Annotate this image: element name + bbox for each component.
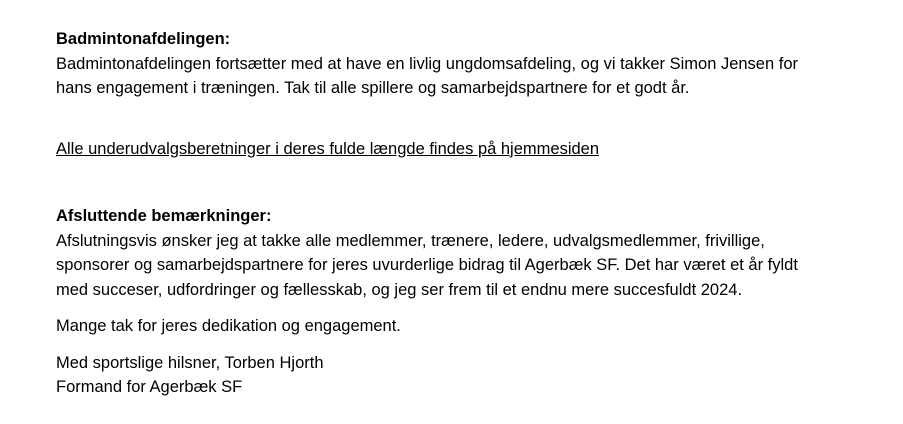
section-badminton (56, 27, 876, 101)
signature-greeting: Med sportslige hilsner, Torben Hjorth (56, 353, 324, 372)
reports-link-block (56, 137, 876, 162)
badminton-line-2: hans engagement i træningen. Tak til alle spillere og samarbejdspartnere for et godt år. (56, 79, 690, 97)
signature-title: Formand for Agerbæk SF (56, 378, 243, 396)
document-content (56, 27, 876, 400)
badminton-line-1: Badmintonafdelingen fortsætter med at have en livlig ungdomsafdeling, og vi takker Simon Jensen for (56, 54, 799, 73)
reports-link[interactable]: Alle underudvalgsberetninger i deres fulde længde findes på hjemmesiden (56, 139, 600, 158)
badminton-heading: Badmintonafdelingen: (56, 30, 231, 48)
thanks-line: Mange tak for jeres dedikation og engagement. (56, 317, 401, 335)
closing-line-1: Afslutningsvis ønsker jeg at takke alle medlemmer, trænere, ledere, udvalgsmedlemmer, frivillige, (56, 231, 765, 250)
closing-line-3: med succeser, udfordringer og fællesskab, og jeg ser frem til et endnu mere succesfuldt 2024. (56, 280, 743, 299)
signature-block (56, 351, 876, 400)
closing-heading: Afsluttende bemærkninger: (56, 207, 272, 225)
section-closing (56, 204, 876, 302)
closing-line-2: sponsorer og samarbejdspartnere for jeres uvurderlige bidrag til Agerbæk SF. Det har været et år fyldt (56, 256, 798, 274)
